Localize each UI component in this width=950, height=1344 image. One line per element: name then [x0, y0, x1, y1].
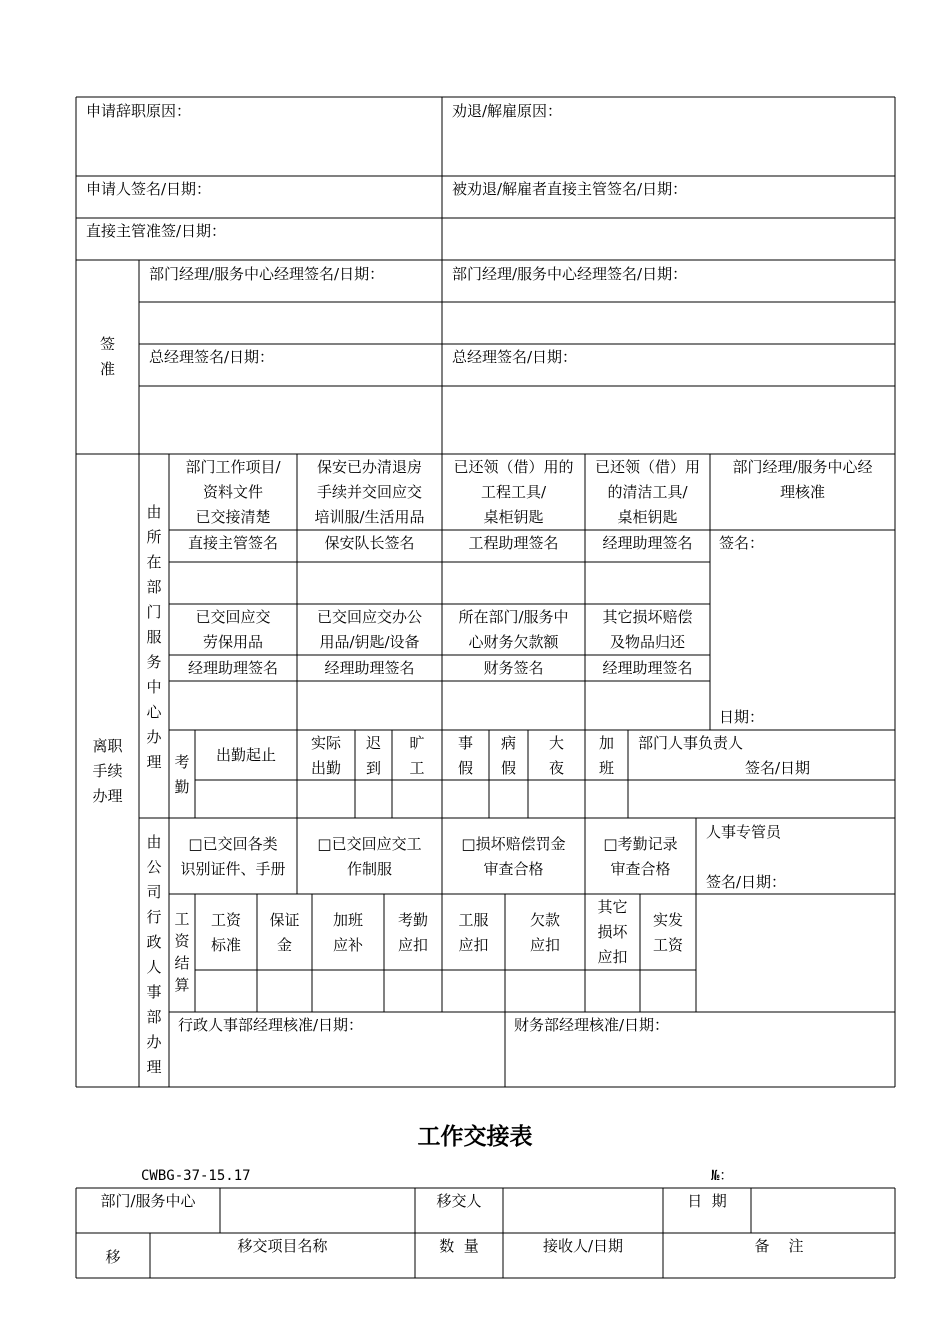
- sign-direct-supervisor: 直接主管签名: [187, 534, 278, 552]
- form-code: CWBG-37-15.17: [141, 1168, 251, 1184]
- item-clean-tools: 已还领（借）用 的清洁工具/ 桌柜钥匙: [594, 458, 700, 526]
- attendance-label: 考 勤: [174, 753, 190, 796]
- date-label: 日 期: [687, 1192, 727, 1210]
- move-label: 移: [105, 1248, 121, 1266]
- company-proc-label: 由 公 司 行 政 人 事 部 办 理: [146, 833, 162, 1076]
- sal-att-deduct: 考勤 应扣: [397, 911, 428, 954]
- sign-mgr-assistant: 经理助理签名: [187, 659, 278, 677]
- att-period: 出勤起止: [215, 746, 276, 764]
- supervisor-approve-label: 直接主管准签/日期：: [86, 222, 227, 240]
- dismiss-reason-label: 劝退/解雇原因：: [452, 102, 563, 120]
- sign-security-captain: 保安队长签名: [324, 534, 415, 552]
- dismissed-supervisor-sign-label: 被劝退/解雇者直接主管签名/日期：: [452, 180, 688, 198]
- checkbox-id-docs[interactable]: □已交回各类 识别证件、手册: [180, 835, 286, 878]
- sal-uniform-deduct: 工服 应扣: [458, 911, 489, 954]
- checkbox-attendance[interactable]: □考勤记录 审查合格: [603, 835, 678, 878]
- resign-reason-label: 申请辞职原因：: [86, 102, 192, 120]
- att-hr-head: 部门人事负责人: [638, 734, 744, 752]
- sal-debt-deduct: 欠款 应扣: [529, 911, 560, 954]
- item-dept-debt: 所在部门/服务中 心财务欠款额: [458, 608, 569, 651]
- receiver-date-header: 接收人/日期: [542, 1237, 624, 1255]
- finance-mgr-approve: 财务部经理核准/日期：: [514, 1016, 670, 1034]
- approve-section-label: 签 准: [99, 335, 115, 378]
- att-overtime: 加 班: [598, 734, 614, 777]
- checkbox-uniform[interactable]: □已交回应交工 作制服: [317, 835, 422, 878]
- item-security: 保安已办清退房 手续并交回应交 培训服/生活用品: [314, 458, 425, 526]
- item-office-goods: 已交回应交办公 用品/钥匙/设备: [316, 608, 422, 651]
- sign-eng-assistant: 工程助理签名: [468, 534, 559, 552]
- dept-mgr-sign-left: 部门经理/服务中心经理签名/日期：: [149, 265, 385, 283]
- att-hr-sign: 签名/日期: [745, 759, 811, 777]
- att-late: 迟 到: [365, 734, 381, 777]
- item-name-header: 移交项目名称: [237, 1237, 328, 1255]
- salary-label: 工 资 结 算: [174, 910, 190, 994]
- att-actual: 实际 出勤: [310, 734, 341, 777]
- item-damage: 其它损坏赔偿 及物品归还: [602, 608, 693, 651]
- applicant-sign-label: 申请人签名/日期：: [86, 180, 212, 198]
- dept-approve-sign-label: 签名：: [719, 534, 765, 552]
- dept-mgr-sign-right: 部门经理/服务中心经理签名/日期：: [452, 265, 688, 283]
- item-labor-goods: 已交回应交 劳保用品: [195, 608, 271, 651]
- form-number-label: №：: [711, 1168, 734, 1184]
- att-night-shift: 大 夜: [548, 734, 564, 777]
- att-sick-leave: 病 假: [500, 734, 516, 777]
- sal-overtime: 加班 应补: [332, 911, 363, 954]
- hr-specialist-sign: 签名/日期：: [706, 873, 787, 891]
- sign-mgr-assistant: 经理助理签名: [602, 659, 693, 677]
- item-dept-approve: 部门经理/服务中心经 理核准: [732, 458, 873, 501]
- checkbox-damage-fine[interactable]: □损坏赔偿罚金 审查合格: [461, 835, 566, 878]
- dept-label: 部门/服务中心: [100, 1192, 196, 1210]
- att-absent: 旷 工: [409, 734, 425, 777]
- hr-dept-mgr-approve: 行政人事部经理核准/日期：: [178, 1016, 364, 1034]
- sal-standard: 工资 标准: [210, 911, 241, 954]
- item-eng-tools: 已还领（借）用的 工程工具/ 桌柜钥匙: [453, 458, 574, 526]
- sal-actual: 实发 工资: [652, 911, 683, 954]
- hr-specialist-label: 人事专管员: [706, 823, 782, 841]
- att-personal-leave: 事 假: [457, 734, 473, 777]
- sal-damage-deduct: 其它 损坏 应扣: [597, 898, 628, 966]
- handover-person-label: 移交人: [436, 1192, 482, 1210]
- sign-finance: 财务签名: [483, 659, 544, 677]
- gm-sign-right: 总经理签名/日期：: [452, 348, 578, 366]
- dept-approve-date-label: 日期：: [719, 708, 765, 726]
- remark-header: 备 注: [754, 1237, 804, 1255]
- sal-deposit: 保证 金: [269, 911, 300, 954]
- dept-proc-label: 由 所 在 部 门 服 务 中 心 办 理: [146, 503, 162, 771]
- quantity-header: 数 量: [439, 1237, 479, 1255]
- item-dept-work: 部门工作项目/ 资料文件 已交接清楚: [185, 458, 281, 526]
- resign-proc-label: 离职 手续 办理: [92, 737, 123, 805]
- handover-title: 工作交接表: [417, 1123, 533, 1150]
- sign-mgr-assistant: 经理助理签名: [324, 659, 415, 677]
- gm-sign-left: 总经理签名/日期：: [149, 348, 275, 366]
- sign-mgr-assistant: 经理助理签名: [602, 534, 693, 552]
